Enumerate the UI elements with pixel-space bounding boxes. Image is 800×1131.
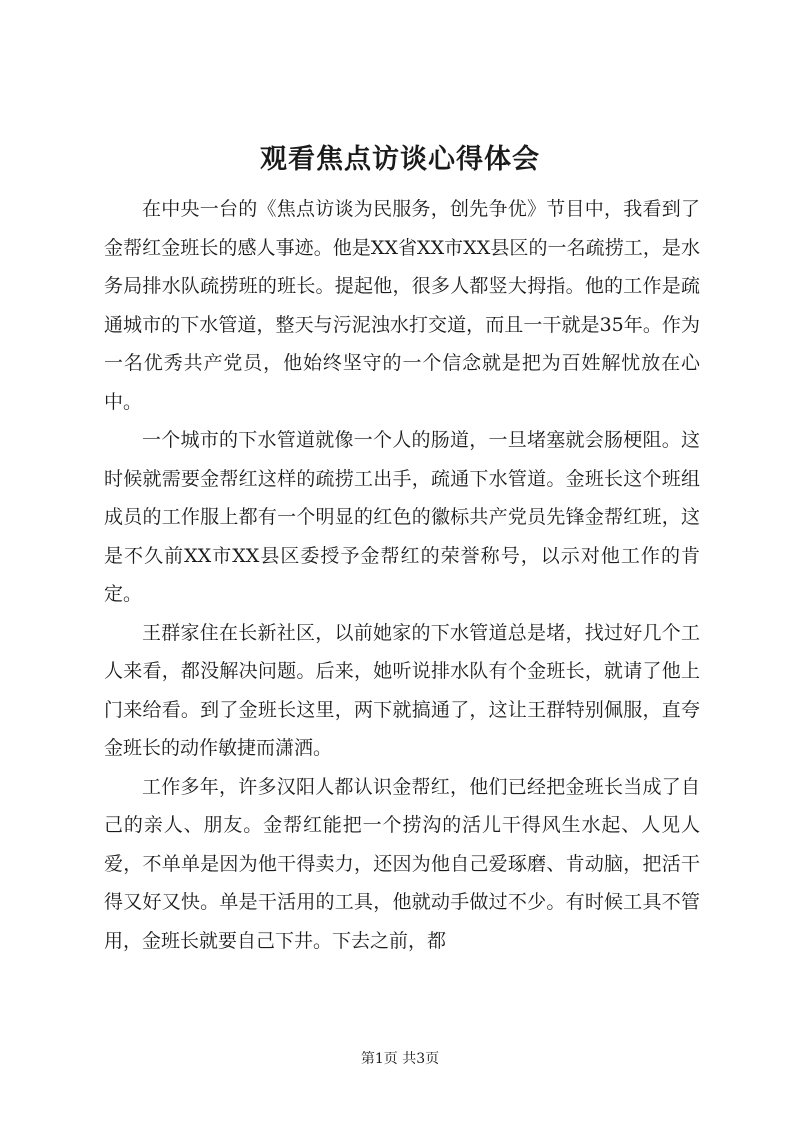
paragraph-3: 王群家住在长新社区，以前她家的下水管道总是堵，找过好几个工人来看，都没解决问题。后来，她听说排水队有个金班长，就请了他上门来给看。到了金班长这里，两下就搞通了，这让王群特别佩服，直夸金班长的动作敏捷而潇洒。	[104, 621, 700, 759]
page-footer: 第1页 共3页	[360, 1051, 440, 1067]
document-body	[104, 190, 700, 960]
paragraph-1: 在中央一台的《焦点访谈为民服务，创先争优》节目中，我看到了金帮红金班长的感人事迹。他是XX省XX市XX县区的一名疏捞工，是水务局排水队疏捞班的班长。提起他，很多人都竖大拇指。他的工作是疏通城市的下水管道，整天与污泥浊水打交道，而且一干就是35年。作为一名优秀共产党员，他始终坚守的一个信念就是把为百姓解忧放在心中。	[104, 198, 700, 413]
paragraph-2: 一个城市的下水管道就像一个人的肠道，一旦堵塞就会肠梗阻。这时候就需要金帮红这样的疏捞工出手，疏通下水管道。金班长这个班组成员的工作服上都有一个明显的红色的徽标共产党员先锋金帮红班，这是不久前XX市XX县区委授予金帮红的荣誉称号，以示对他工作的肯定。	[104, 429, 700, 605]
paragraph-4: 工作多年，许多汉阳人都认识金帮红，他们已经把金班长当成了自己的亲人、朋友。金帮红能把一个捞沟的活儿干得风生水起、人见人爱，不单单是因为他干得卖力，还因为他自己爱琢磨、肯动脑，把活干得又好又快。单是干活用的工具，他就动手做过不少。有时候工具不管用，金班长就要自己下井。下去之前，都	[104, 775, 700, 952]
document-title: 观看焦点访谈心得体会	[260, 144, 540, 175]
